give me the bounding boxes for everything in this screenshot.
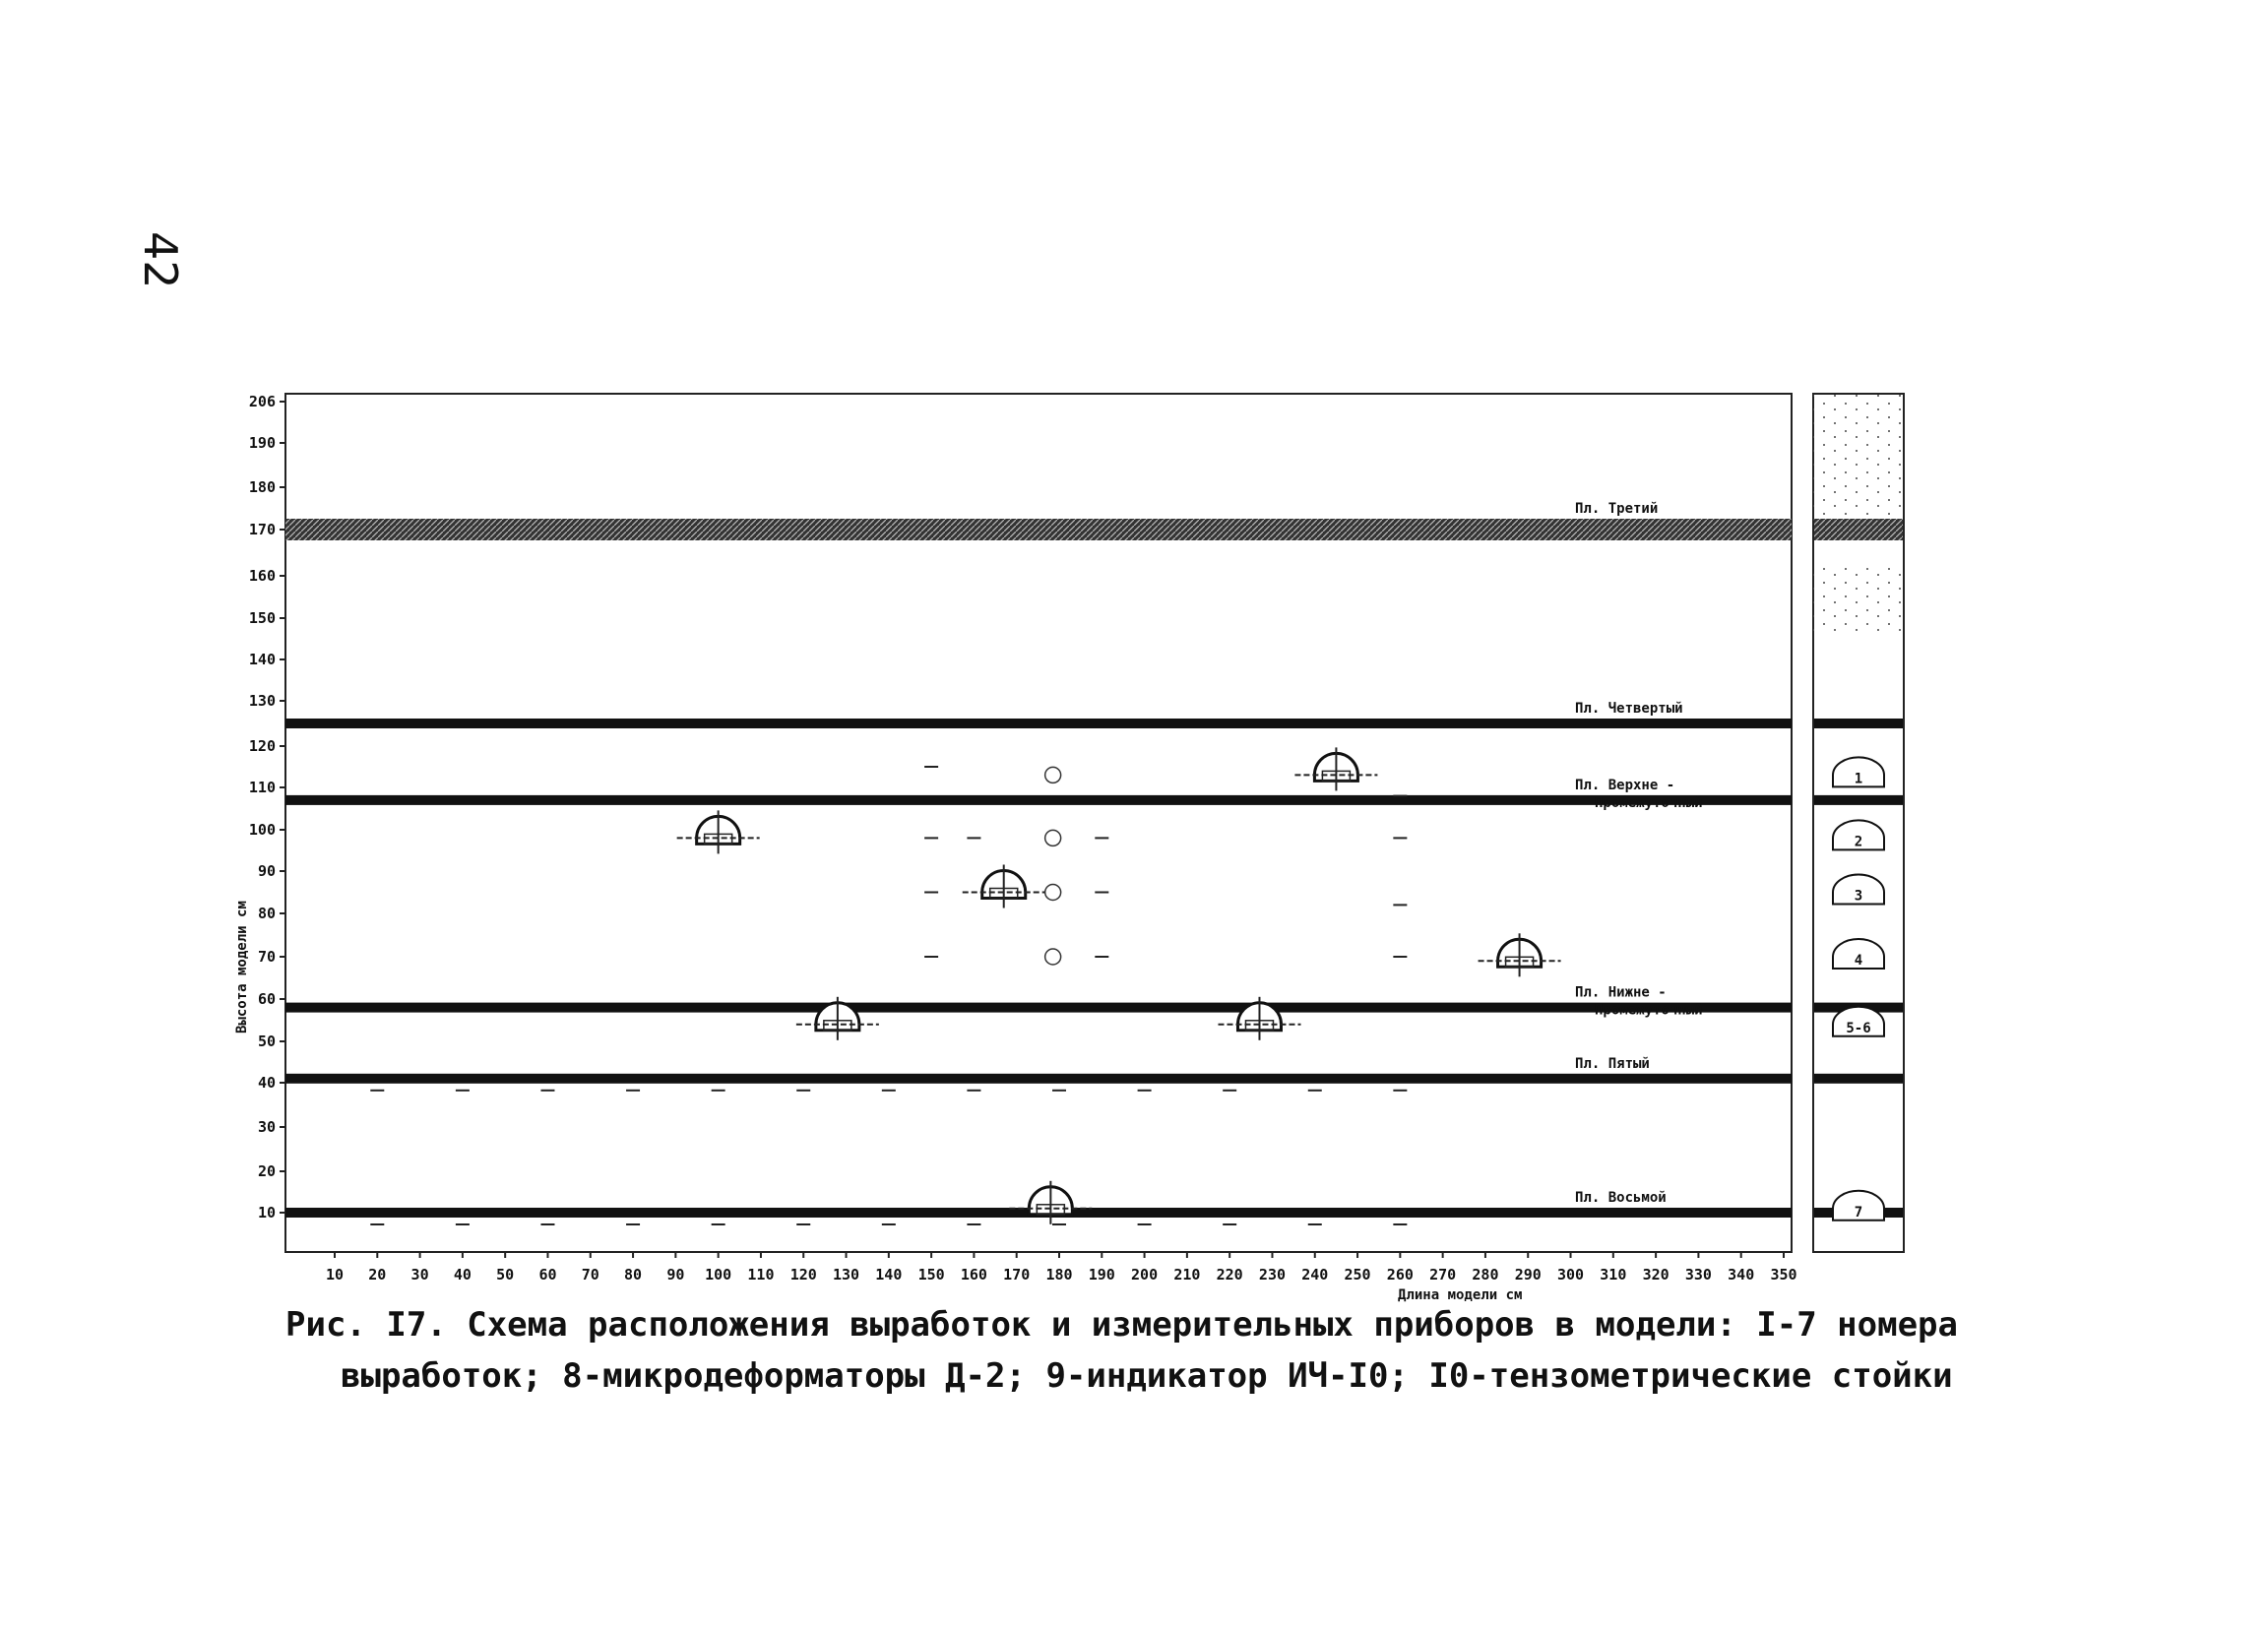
x-tick-label: 200 [1131, 1266, 1159, 1284]
figure-caption [285, 1299, 1959, 1402]
x-tick-label: 260 [1386, 1266, 1414, 1284]
column-working-label: 2 [1854, 834, 1863, 850]
x-tick-label: 230 [1258, 1266, 1287, 1284]
column-seam [1813, 719, 1904, 728]
mine-working [963, 865, 1045, 908]
seam-label: Пл. Нижне - [1575, 984, 1667, 1001]
x-tick-label: 60 [538, 1266, 557, 1284]
x-tick-label: 220 [1216, 1266, 1243, 1284]
x-tick-label: 320 [1642, 1266, 1670, 1284]
y-tick-label: 150 [248, 609, 276, 627]
seam-label: Пл. Пятый [1575, 1055, 1650, 1072]
x-tick-label: 160 [960, 1266, 987, 1284]
column-working-label: 4 [1854, 953, 1863, 969]
x-tick-label: 140 [875, 1266, 903, 1284]
coal-seam [285, 719, 1792, 728]
y-tick-label: 60 [257, 990, 276, 1008]
y-tick-label: 50 [257, 1033, 276, 1050]
mine-working [677, 810, 760, 853]
indicator-circle [1045, 885, 1061, 901]
x-tick-label: 290 [1514, 1266, 1542, 1284]
y-tick-label: 10 [257, 1204, 276, 1221]
y-tick-label: 40 [257, 1074, 276, 1092]
x-tick-label: 210 [1173, 1266, 1201, 1284]
seam-label: Пл. Третий [1575, 501, 1659, 517]
x-tick-label: 180 [1045, 1266, 1073, 1284]
y-tick-label: 130 [248, 692, 276, 710]
x-tick-label: 330 [1684, 1266, 1712, 1284]
x-tick-label: 80 [624, 1266, 643, 1284]
y-tick-label: 70 [257, 948, 276, 966]
coal-seam [285, 1074, 1792, 1084]
column-working-label: 5-6 [1846, 1020, 1871, 1036]
page-number: 42 [134, 231, 187, 289]
y-axis-ticks [249, 393, 285, 1221]
caption-line-2: выработок; 8-микродеформаторы Д-2; 9-индикатор ИЧ-I0; I0-тензометрические стойки [341, 1356, 1953, 1396]
column-seam [1813, 519, 1904, 540]
x-tick-label: 280 [1472, 1266, 1499, 1284]
coal-seam [285, 1003, 1792, 1013]
y-tick-label: 100 [248, 821, 276, 839]
x-tick-label: 110 [747, 1266, 775, 1284]
column-seam [1813, 795, 1904, 805]
mine-working [1294, 747, 1377, 790]
x-tick-label: 90 [666, 1266, 685, 1284]
seam-label-2: Промежуточный [1595, 794, 1703, 811]
x-tick-label: 350 [1770, 1266, 1797, 1284]
column-working-label: 3 [1854, 888, 1863, 905]
y-tick-label: 80 [257, 905, 276, 922]
y-tick-label: 140 [248, 651, 276, 668]
x-tick-label: 100 [705, 1266, 732, 1284]
seam-label: Пл. Верхне - [1575, 777, 1675, 793]
x-tick-label: 130 [832, 1266, 860, 1284]
y-tick-label: 20 [257, 1162, 276, 1180]
indicator-circle [1045, 949, 1061, 965]
instruments-layer [370, 767, 1407, 1224]
y-axis-label: Высота модели см [234, 901, 250, 1033]
y-tick-label: 110 [248, 779, 276, 796]
caption-line-1: Рис. I7. Схема расположения выработок и измерительных приборов в модели: I-7 номера [285, 1305, 1958, 1345]
indicator-circle [1045, 830, 1061, 845]
y-tick-label: 120 [248, 737, 276, 755]
y-tick-label: 160 [248, 567, 276, 585]
y-tick-label: 180 [248, 478, 276, 496]
y-tick-label: 170 [248, 521, 276, 538]
workings-layer [677, 747, 1561, 1223]
x-tick-label: 170 [1003, 1266, 1031, 1284]
x-tick-label: 150 [917, 1266, 945, 1284]
x-tick-label: 310 [1600, 1266, 1627, 1284]
x-axis-label: Длина модели см [1398, 1287, 1523, 1303]
x-tick-label: 250 [1344, 1266, 1371, 1284]
coal-seam [285, 519, 1792, 540]
column-working-label: 1 [1854, 771, 1863, 787]
x-tick-label: 340 [1728, 1266, 1755, 1284]
column-working-label: 7 [1854, 1204, 1863, 1221]
column-seam [1813, 1074, 1904, 1084]
y-tick-label: 190 [248, 434, 276, 452]
coal-seam [285, 795, 1792, 805]
y-tick-label: 30 [257, 1118, 276, 1136]
x-tick-label: 120 [789, 1266, 817, 1284]
y-tick-label: 90 [257, 862, 276, 880]
x-tick-label: 70 [581, 1266, 599, 1284]
y-tick-label: 206 [248, 393, 276, 410]
x-tick-label: 270 [1429, 1266, 1457, 1284]
x-tick-label: 20 [368, 1266, 387, 1284]
seam-label: Пл. Восьмой [1575, 1190, 1667, 1206]
x-tick-label: 190 [1088, 1266, 1115, 1284]
seams-layer [285, 501, 1904, 1218]
x-tick-label: 50 [496, 1266, 515, 1284]
mine-working [1009, 1181, 1092, 1224]
mine-working [1479, 933, 1561, 976]
seam-label-2: Промежуточный [1595, 1002, 1703, 1019]
indicator-circle [1045, 767, 1061, 783]
x-tick-label: 30 [410, 1266, 429, 1284]
seam-label: Пл. Четвертый [1575, 701, 1683, 717]
x-tick-label: 240 [1301, 1266, 1329, 1284]
x-tick-label: 300 [1556, 1266, 1585, 1284]
x-tick-label: 10 [325, 1266, 345, 1284]
x-axis-ticks [326, 1252, 1797, 1284]
x-tick-label: 40 [453, 1266, 472, 1284]
